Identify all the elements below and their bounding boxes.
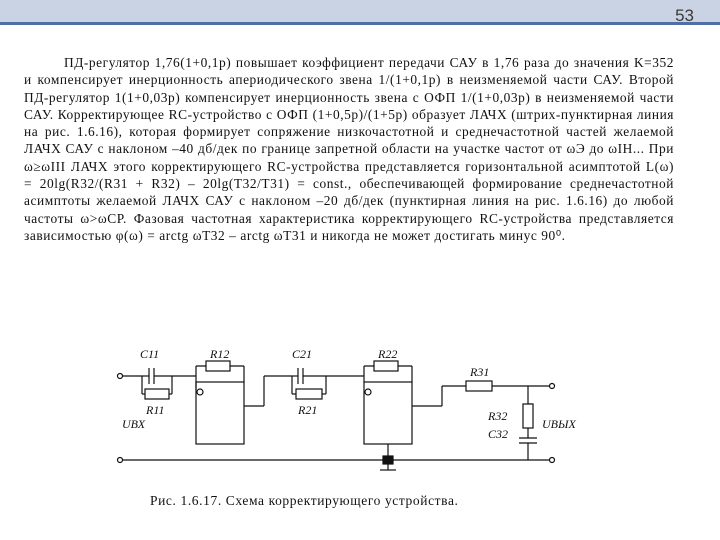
label-r11: R11 — [146, 403, 165, 417]
figure-caption: Рис. 1.6.17. Схема корректирующего устройства. — [150, 493, 459, 508]
label-r12: R12 — [210, 347, 230, 361]
label-r22: R22 — [378, 347, 398, 361]
label-r32: R32 — [488, 409, 508, 423]
label-c21: C21 — [292, 347, 313, 361]
page-number: 53 — [675, 6, 694, 25]
header-rule — [0, 22, 720, 25]
label-u-in: UВХ — [122, 417, 146, 431]
header-band — [0, 0, 720, 22]
label-r21: R21 — [298, 403, 318, 417]
circuit-diagram — [112, 342, 582, 482]
label-c32: C32 — [488, 427, 509, 441]
label-c11: C11 — [140, 347, 160, 361]
label-r31: R31 — [470, 365, 490, 379]
label-u-out: UВЫХ — [542, 417, 576, 431]
paragraph: ПД-регулятор 1,76(1+0,1p) повышает коэффициент передачи САУ в 1,76 раза до значения K=352 и компенсирует инерционность апериодического звена 1/(1+0,1p) в неизменяемой части САУ. Второй ПД-регулятор 1(1+0,03p) компенсирует инерционность звена с ОФП 1/(1+0,03p) в неизменяемой части САУ. Корректирующее RC-устройство с ОФП (1+0,5p)/(1+5p) образует ЛАЧХ (штрих-пунктирная линия на рис. 1.6.16), которая формирует сопряжение низкочастотной и среднечастотной частей желаемой ЛАЧХ САУ с наклоном –40 дб/дек по границе запретной области на участке частот от ωЭ до ωIH... При ω≥ωIII ЛАЧХ этого корректирующего RC-устройства представляется горизонтальной асимптотой L(ω) = 20lg(R32/(R31 + R32) – 20lg(T32/T31) = const., обеспечивающей формирование среднечастотной асимптоты желаемой ЛАЧХ САУ с наклоном –20 дб/дек (пунктирная линия на рис. 1.6.16) до любой частоты ω>ωСР. Фазовая частотная характеристика корректирующего RC-устройства представляется зависимостью φ(ω) = arctg ωT32 – arctg ωT31 и никогда не может достигать минус 90⁰. — [24, 55, 674, 243]
body-text — [24, 54, 674, 244]
